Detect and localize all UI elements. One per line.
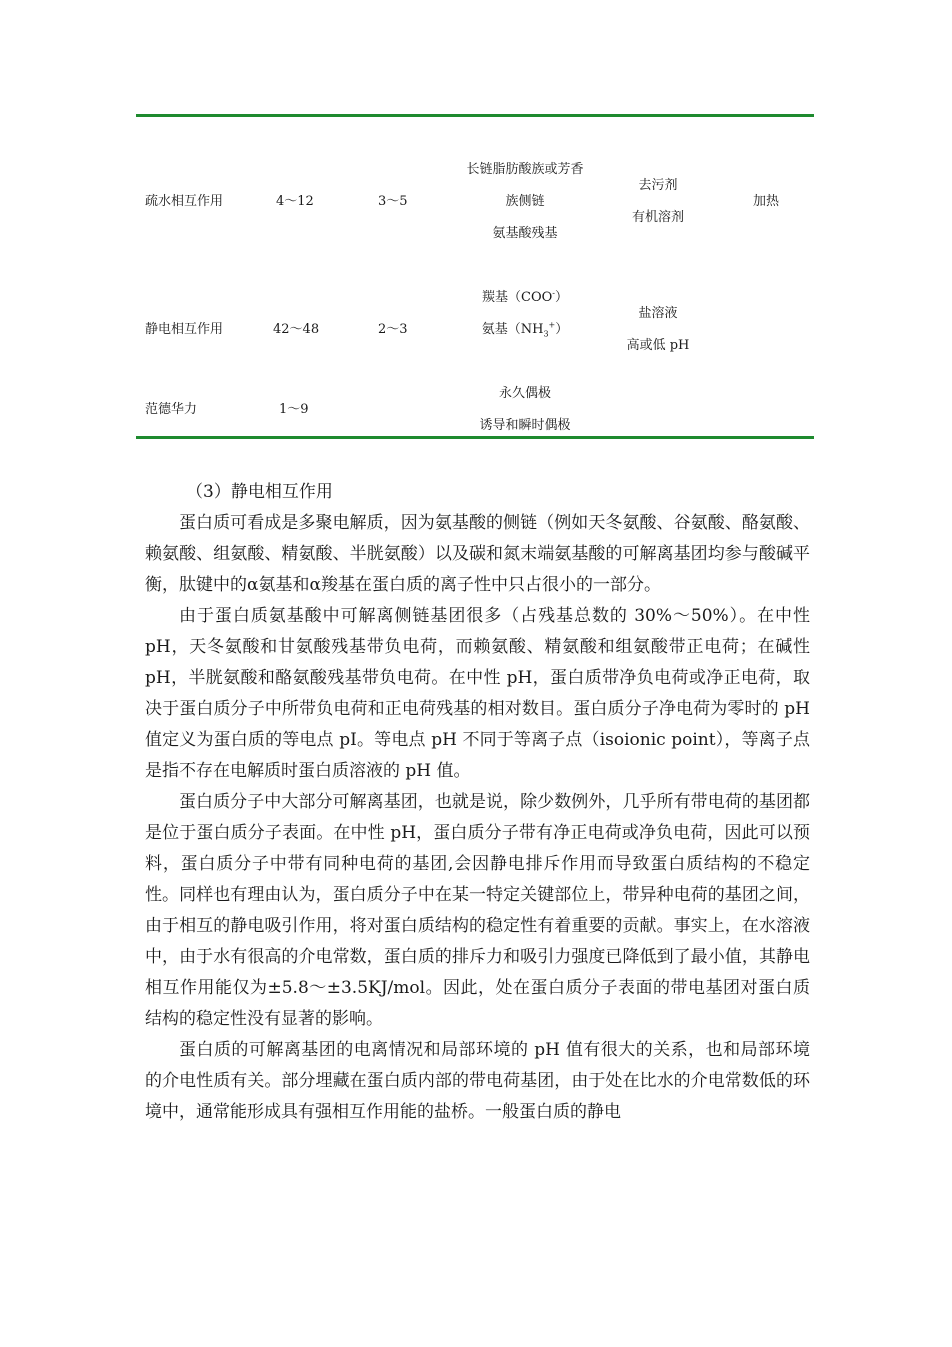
disrupt-line: 高或低 pH	[626, 338, 690, 353]
section-heading: （3）静电相互作用	[186, 482, 333, 502]
interaction-name: 静电相互作用	[145, 322, 224, 337]
disrupt-line: 有机溶剂	[631, 210, 684, 225]
energy-value: 1～9	[279, 402, 309, 417]
disrupt-line: 盐溶液	[638, 306, 678, 321]
table-top-rule	[136, 114, 814, 117]
paragraph: 蛋白质的可解离基团的电离情况和局部环境的 pH 值有很大的关系，也和局部环境的介电性质有关。部分埋藏在蛋白质内部的带电荷基团，由于处在比水的介电常数低的环境中，通常能形成具有强相互作用能的盐桥。一般蛋白质的静电	[145, 1040, 810, 1122]
table-bottom-rule	[136, 436, 814, 439]
paragraph: 由于蛋白质氨基酸中可解离侧链基团很多（占残基总数的 30%～50%）。在中性 pH，天冬氨酸和甘氨酸残基带负电荷，而赖氨酸、精氨酸和组氨酸带正电荷；在碱性 pH，半胱氨酸和酪氨酸残基带负电荷。在中性 pH，蛋白质带净负电荷或净正电荷，取决于蛋白质分子中所带负电荷和正电荷残基的相对数目。蛋白质分子净电荷为零时的 pH 值定义为蛋白质的等电点 pI。等电点 pH 不同于等离子点（isoionic point），等离子点是指不存在电解质时蛋白质溶液的 pH 值。	[145, 606, 810, 781]
paragraph: 蛋白质可看成是多聚电解质，因为氨基酸的侧链（例如天冬氨酸、谷氨酸、酪氨酸、赖氨酸、组氨酸、精氨酸、半胱氨酸）以及碳和氮末端氨基酸的可解离基团均参与酸碱平衡，肽键中的α氨基和α羧基在蛋白质的离子性中只占很小的一部分。	[145, 513, 810, 595]
distance-value: 3～5	[378, 194, 408, 209]
groups-line: 羰基（COO-）	[482, 288, 568, 305]
groups-line: 氨基酸残基	[492, 226, 558, 241]
groups-line: 氨基$(NH_3^+)$	[481, 320, 569, 339]
energy-value: 42～48	[273, 322, 320, 337]
disrupt-line: 去污剂	[638, 178, 678, 193]
groups-line: 永久偶极	[498, 386, 551, 401]
interaction-name: 范德华力	[145, 402, 198, 417]
energy-value: 4～12	[276, 194, 314, 209]
groups-line: 族侧链	[505, 194, 545, 209]
groups-line: 长链脂肪酸族或芳香	[466, 162, 584, 177]
groups-line: 诱导和瞬时偶极	[479, 418, 571, 433]
enhance-value: 加热	[753, 194, 780, 209]
distance-value: 2～3	[378, 322, 408, 337]
interaction-name: 疏水相互作用	[145, 194, 224, 209]
paragraph: 蛋白质分子中大部分可解离基团，也就是说，除少数例外，几乎所有带电荷的基团都是位于蛋白质分子表面。在中性 pH，蛋白质分子带有净正电荷或净负电荷，因此可以预料，蛋白质分子中带有同种电荷的基团,会因静电排斥作用而导致蛋白质结构的不稳定性。同样也有理由认为，蛋白质分子中在某一特定关键部位上，带异种电荷的基团之间，由于相互的静电吸引作用，将对蛋白质结构的稳定性有着重要的贡献。事实上，在水溶液中，由于水有很高的介电常数，蛋白质的排斥力和吸引力强度已降低到了最小值，其静电相互作用能仅为±5.8～±3.5KJ/mol。因此，处在蛋白质分子表面的带电基团对蛋白质结构的稳定性没有显著的影响。	[145, 792, 810, 1029]
body-text	[145, 508, 810, 1128]
